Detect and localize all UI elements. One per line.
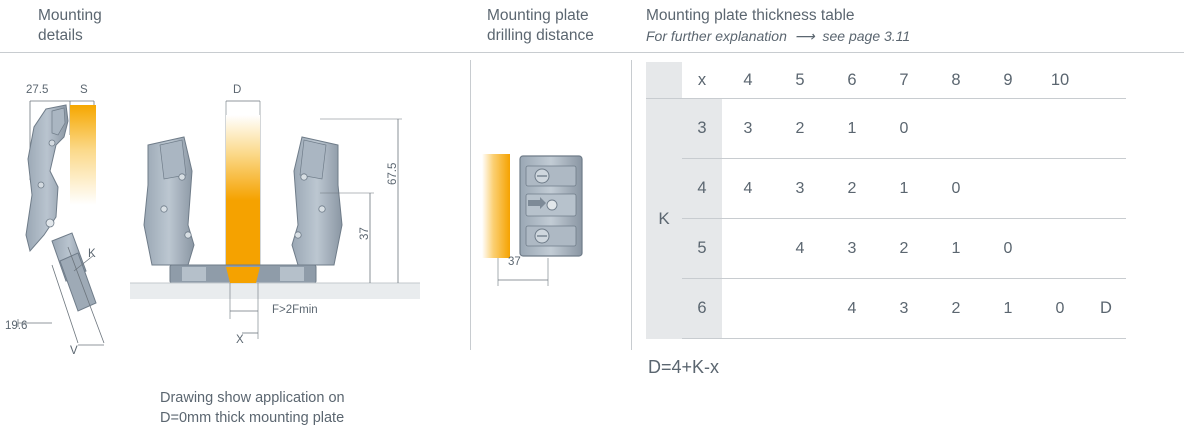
- heading-table-subtitle-tail: see page 3.11: [822, 28, 911, 44]
- label-x-bottom: X: [236, 334, 244, 346]
- table-corner-x: x: [682, 62, 722, 99]
- table-col-header-2: 6: [826, 62, 878, 99]
- mounting-plate-thickness-table: [646, 62, 1166, 339]
- cell-r1-c0: 4: [722, 159, 774, 219]
- thickness-formula: D=4+K-x: [648, 357, 720, 377]
- cell-r3-c3: 3: [878, 279, 930, 339]
- heading-thickness-table: [646, 6, 1106, 46]
- table-col-header-0: 4: [722, 62, 774, 99]
- heading-mounting-details-line1: Mounting: [38, 7, 102, 24]
- cell-r3-c2: 4: [826, 279, 878, 339]
- cell-r0-c1: 2: [774, 99, 826, 159]
- label-k-angle: K: [88, 248, 96, 260]
- cell-r1-c5: [982, 159, 1034, 219]
- heading-mounting-details-line2: details: [38, 27, 83, 44]
- table-row-label-0: 3: [682, 99, 722, 159]
- table-d-label: D: [1086, 279, 1126, 339]
- heading-table-title: Mounting plate thickness table: [646, 7, 855, 24]
- table-row: [646, 279, 1126, 339]
- hinge-front-pair-drawing: [130, 75, 420, 365]
- label-27-5: 27.5: [26, 84, 49, 96]
- table-row: [646, 99, 1126, 159]
- table-row: [646, 219, 1126, 279]
- cell-r2-c6: [1034, 219, 1086, 279]
- cell-r0-c4: [930, 99, 982, 159]
- cell-r0-c0: 3: [722, 99, 774, 159]
- arrow-icon: ⟶: [790, 28, 819, 44]
- header-divider: [0, 52, 1184, 53]
- cell-r3-c4: 2: [930, 279, 982, 339]
- cell-r1-c2: 2: [826, 159, 878, 219]
- hinge-side-section-drawing: [8, 75, 138, 365]
- heading-drilling-distance: [487, 6, 647, 46]
- cell-r3-c6: 0: [1034, 279, 1086, 339]
- heading-drilling-line2: drilling distance: [487, 27, 594, 44]
- cell-r3-c5: 1: [982, 279, 1034, 339]
- cell-r1-c6: [1034, 159, 1086, 219]
- cell-r0-c3: 0: [878, 99, 930, 159]
- heading-drilling-line1: Mounting plate: [487, 7, 589, 24]
- label-37-plate: 37: [508, 256, 521, 268]
- label-v: V: [70, 345, 78, 357]
- thickness-table: [646, 62, 1126, 339]
- cell-r0-c5: [982, 99, 1034, 159]
- table-row1-spacer: [1086, 159, 1126, 219]
- table-col-header-5: 9: [982, 62, 1034, 99]
- cell-r2-c3: 2: [878, 219, 930, 279]
- label-67-5: 67.5: [387, 162, 399, 185]
- cell-r0-c2: 1: [826, 99, 878, 159]
- drawing-caption: [160, 388, 345, 428]
- table-col-header-3: 7: [878, 62, 930, 99]
- table-side-label-k: K: [646, 99, 682, 339]
- heading-table-subtitle-text: For further explanation: [646, 28, 787, 44]
- heading-mounting-details: [38, 6, 238, 46]
- cell-r1-c4: 0: [930, 159, 982, 219]
- table-row-label-1: 4: [682, 159, 722, 219]
- column-divider-2: [631, 60, 632, 350]
- mounting-plate-drawing: [478, 150, 628, 350]
- cell-r2-c4: 1: [930, 219, 982, 279]
- label-s: S: [80, 84, 88, 96]
- cell-r3-c1: [774, 279, 826, 339]
- cell-r2-c5: 0: [982, 219, 1034, 279]
- heading-table-subtitle: [646, 26, 1106, 46]
- drawing-caption-line1: Drawing show application on: [160, 390, 345, 406]
- label-37-front: 37: [359, 227, 371, 240]
- table-header-spacer: [1086, 62, 1126, 99]
- cell-r2-c2: 3: [826, 219, 878, 279]
- drawing-caption-line2: D=0mm thick mounting plate: [160, 410, 345, 426]
- table-row2-spacer: [1086, 219, 1126, 279]
- cell-r2-c1: 4: [774, 219, 826, 279]
- table-col-header-1: 5: [774, 62, 826, 99]
- label-19-6: 19.6: [5, 320, 28, 332]
- table-col-header-4: 8: [930, 62, 982, 99]
- cell-r2-c0: [722, 219, 774, 279]
- column-divider-1: [470, 60, 471, 350]
- table-corner-blank: [646, 62, 682, 99]
- cell-r1-c1: 3: [774, 159, 826, 219]
- cell-r1-c3: 1: [878, 159, 930, 219]
- label-f-min: F>2Fmin: [272, 304, 318, 316]
- table-row-label-2: 5: [682, 219, 722, 279]
- label-d-top: D: [233, 84, 242, 96]
- table-col-header-6: 10: [1034, 62, 1086, 99]
- cell-r3-c0: [722, 279, 774, 339]
- table-row: [646, 159, 1126, 219]
- cell-r0-c6: [1034, 99, 1086, 159]
- table-header-row: [646, 62, 1126, 99]
- table-row-label-3: 6: [682, 279, 722, 339]
- table-row0-spacer: [1086, 99, 1126, 159]
